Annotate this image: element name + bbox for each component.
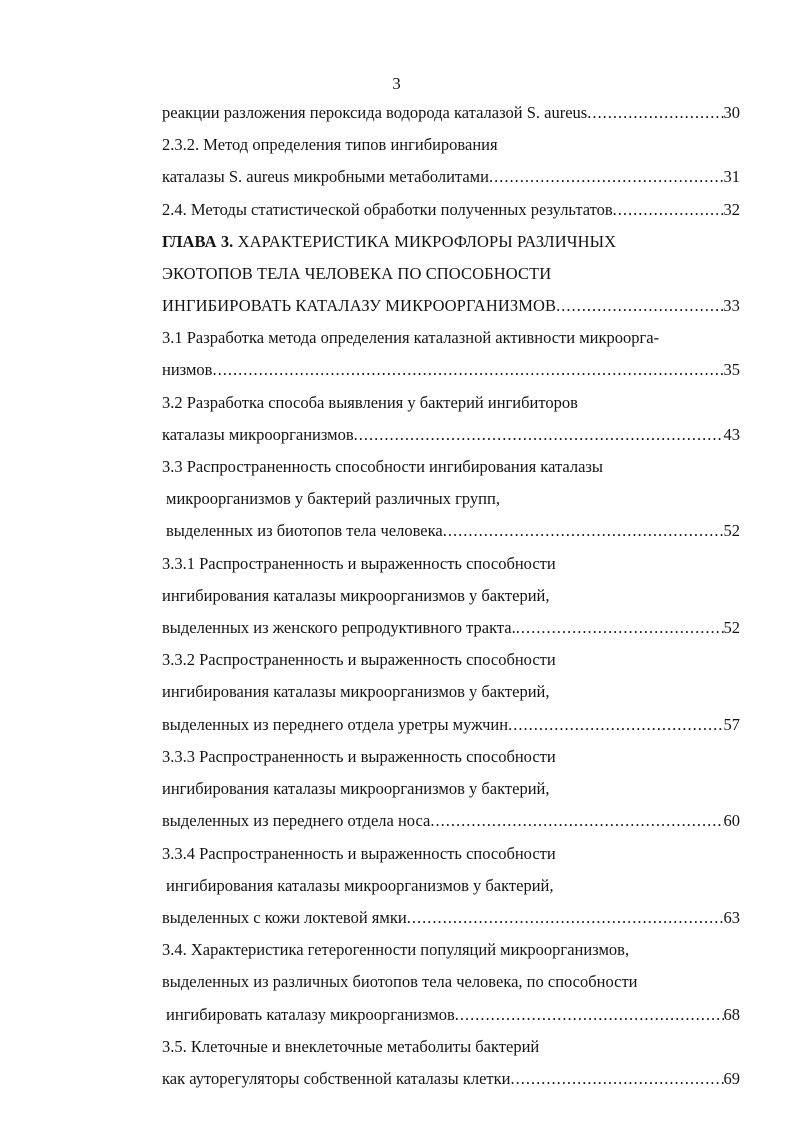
toc-entry-line bbox=[162, 101, 740, 125]
toc-leader-dots bbox=[354, 423, 724, 447]
toc-entry-line bbox=[162, 326, 740, 350]
toc-leader-dots bbox=[443, 519, 724, 543]
toc-entry-line bbox=[162, 713, 740, 737]
toc-entry-line bbox=[162, 970, 740, 994]
toc-entry-line bbox=[166, 519, 740, 543]
toc-leader-dots bbox=[455, 1003, 724, 1027]
toc-entry-text: выделенных с кожи локтевой ямки bbox=[162, 908, 407, 927]
toc-page-number: 68 bbox=[723, 1005, 740, 1024]
toc-entry-text: 3.3.2 Распространенность и выраженность способности bbox=[162, 650, 556, 669]
toc-entry-line bbox=[162, 906, 740, 930]
toc-entry-text: ингибирования каталазы микроорганизмов у бактерий, bbox=[162, 586, 550, 605]
toc-entry-line bbox=[162, 294, 740, 318]
toc-leader-dots bbox=[508, 713, 723, 737]
toc-entry-text: ингибирования каталазы микроорганизмов у бактерий, bbox=[162, 779, 550, 798]
toc-entry-line bbox=[162, 552, 740, 576]
toc-entry-line bbox=[162, 584, 740, 608]
toc-page-number: 32 bbox=[723, 200, 740, 219]
toc-page-number: 52 bbox=[723, 618, 740, 637]
toc-leader-dots bbox=[489, 165, 724, 189]
toc-entry-text: реакции разложения пероксида водорода каталазой S. aureus bbox=[162, 103, 588, 122]
toc-entry-text: 3.2 Разработка способа выявления у бактерий ингибиторов bbox=[162, 393, 578, 412]
toc-entry-text: 2.3.2. Метод определения типов ингибирования bbox=[162, 135, 498, 154]
toc-entry-text: выделенных из различных биотопов тела человека, по способности bbox=[162, 972, 638, 991]
toc-leader-dots bbox=[587, 101, 723, 125]
toc-entry-line bbox=[162, 165, 740, 189]
toc-entry-text: 3.3.3 Распространенность и выраженность способности bbox=[162, 747, 556, 766]
toc-leader-dots bbox=[212, 358, 723, 382]
toc-entry-text: 3.5. Клеточные и внеклеточные метаболиты бактерий bbox=[162, 1037, 540, 1056]
toc-entry-line bbox=[162, 1067, 740, 1091]
toc-entry-text: 3.1 Разработка метода определения каталазной активности микроорга- bbox=[162, 328, 660, 347]
toc-entry-line bbox=[162, 1035, 740, 1059]
toc-page-number: 69 bbox=[723, 1069, 740, 1088]
toc-entry-line bbox=[166, 874, 740, 898]
toc-page-number: 52 bbox=[723, 521, 740, 540]
toc-entry-text: каталазы S. aureus микробными метаболитами bbox=[162, 167, 489, 186]
toc-leader-dots bbox=[510, 1067, 723, 1091]
toc-entry-text: выделенных из биотопов тела человека bbox=[166, 521, 443, 540]
toc-entry-line bbox=[162, 648, 740, 672]
chapter-heading bbox=[162, 230, 740, 254]
toc-entry-text: ингибировать каталазу микроорганизмов bbox=[166, 1005, 455, 1024]
chapter-label: ГЛАВА 3. bbox=[162, 232, 234, 251]
toc-entry-line bbox=[162, 133, 740, 157]
toc-entry-line bbox=[162, 423, 740, 447]
toc-entry-text: ингибирования каталазы микроорганизмов у бактерий, bbox=[162, 682, 550, 701]
toc-page-number: 35 bbox=[723, 360, 740, 379]
toc-page-number: 30 bbox=[723, 103, 740, 122]
toc-entry-line bbox=[162, 809, 740, 833]
chapter-heading-continued bbox=[162, 262, 740, 286]
toc-leader-dots bbox=[407, 906, 724, 930]
toc-entry-text: 3.3.4 Распространенность и выраженность способности bbox=[162, 844, 556, 863]
toc-leader-dots bbox=[556, 294, 723, 318]
toc-entry-text: каталазы микроорганизмов bbox=[162, 425, 354, 444]
toc-entry-line bbox=[162, 616, 740, 640]
toc-entry-line bbox=[162, 391, 740, 415]
toc-entry-text: 2.4. Методы статистической обработки полученных результатов bbox=[162, 200, 613, 219]
toc-entry-line bbox=[162, 842, 740, 866]
toc-entry-text: ИНГИБИРОВАТЬ КАТАЛАЗУ МИКРООРГАНИЗМОВ bbox=[162, 296, 557, 315]
toc-entry-line bbox=[162, 745, 740, 769]
toc-entry-line bbox=[162, 358, 740, 382]
toc-entry-text: выделенных из переднего отдела уретры мужчин bbox=[162, 715, 509, 734]
toc-entry-text: выделенных из женского репродуктивного тракта. bbox=[162, 618, 516, 637]
toc-entry-text: 3.3.1 Распространенность и выраженность способности bbox=[162, 554, 556, 573]
chapter-title: ЭКОТОПОВ ТЕЛА ЧЕЛОВЕКА ПО СПОСОБНОСТИ bbox=[162, 264, 552, 283]
toc-page-number: 33 bbox=[723, 296, 740, 315]
toc-leader-dots bbox=[613, 198, 724, 222]
toc-page-number: 60 bbox=[723, 811, 740, 830]
toc-entry-text: выделенных из переднего отдела носа bbox=[162, 811, 431, 830]
toc-entry-line bbox=[162, 198, 740, 222]
toc-page-number: 57 bbox=[723, 715, 740, 734]
toc-entry-text: низмов bbox=[162, 360, 213, 379]
toc-entry-text: ингибирования каталазы микроорганизмов у бактерий, bbox=[166, 876, 554, 895]
toc-entry-line bbox=[162, 680, 740, 704]
chapter-title: ХАРАКТЕРИСТИКА МИКРОФЛОРЫ РАЗЛИЧНЫХ bbox=[233, 232, 617, 251]
toc-entry-line bbox=[162, 455, 740, 479]
toc-entry-line bbox=[162, 938, 740, 962]
toc-page-number: 43 bbox=[723, 425, 740, 444]
toc-page-number: 31 bbox=[723, 167, 740, 186]
toc-entry-text: 3.4. Характеристика гетерогенности популяций микроорганизмов, bbox=[162, 940, 630, 959]
toc-entry-text: как ауторегуляторы собственной каталазы клетки bbox=[162, 1069, 511, 1088]
page-number: 3 bbox=[392, 74, 401, 93]
toc-entry-line bbox=[166, 487, 740, 511]
toc-entry-line bbox=[166, 1003, 740, 1027]
toc-entry-text: 3.3 Распространенность способности ингибирования каталазы bbox=[162, 457, 604, 476]
toc-entry-line bbox=[162, 777, 740, 801]
toc-entry-text: микроорганизмов у бактерий различных групп, bbox=[166, 489, 500, 508]
toc-leader-dots bbox=[516, 616, 724, 640]
toc-page-number: 63 bbox=[723, 908, 740, 927]
toc-leader-dots bbox=[430, 809, 723, 833]
